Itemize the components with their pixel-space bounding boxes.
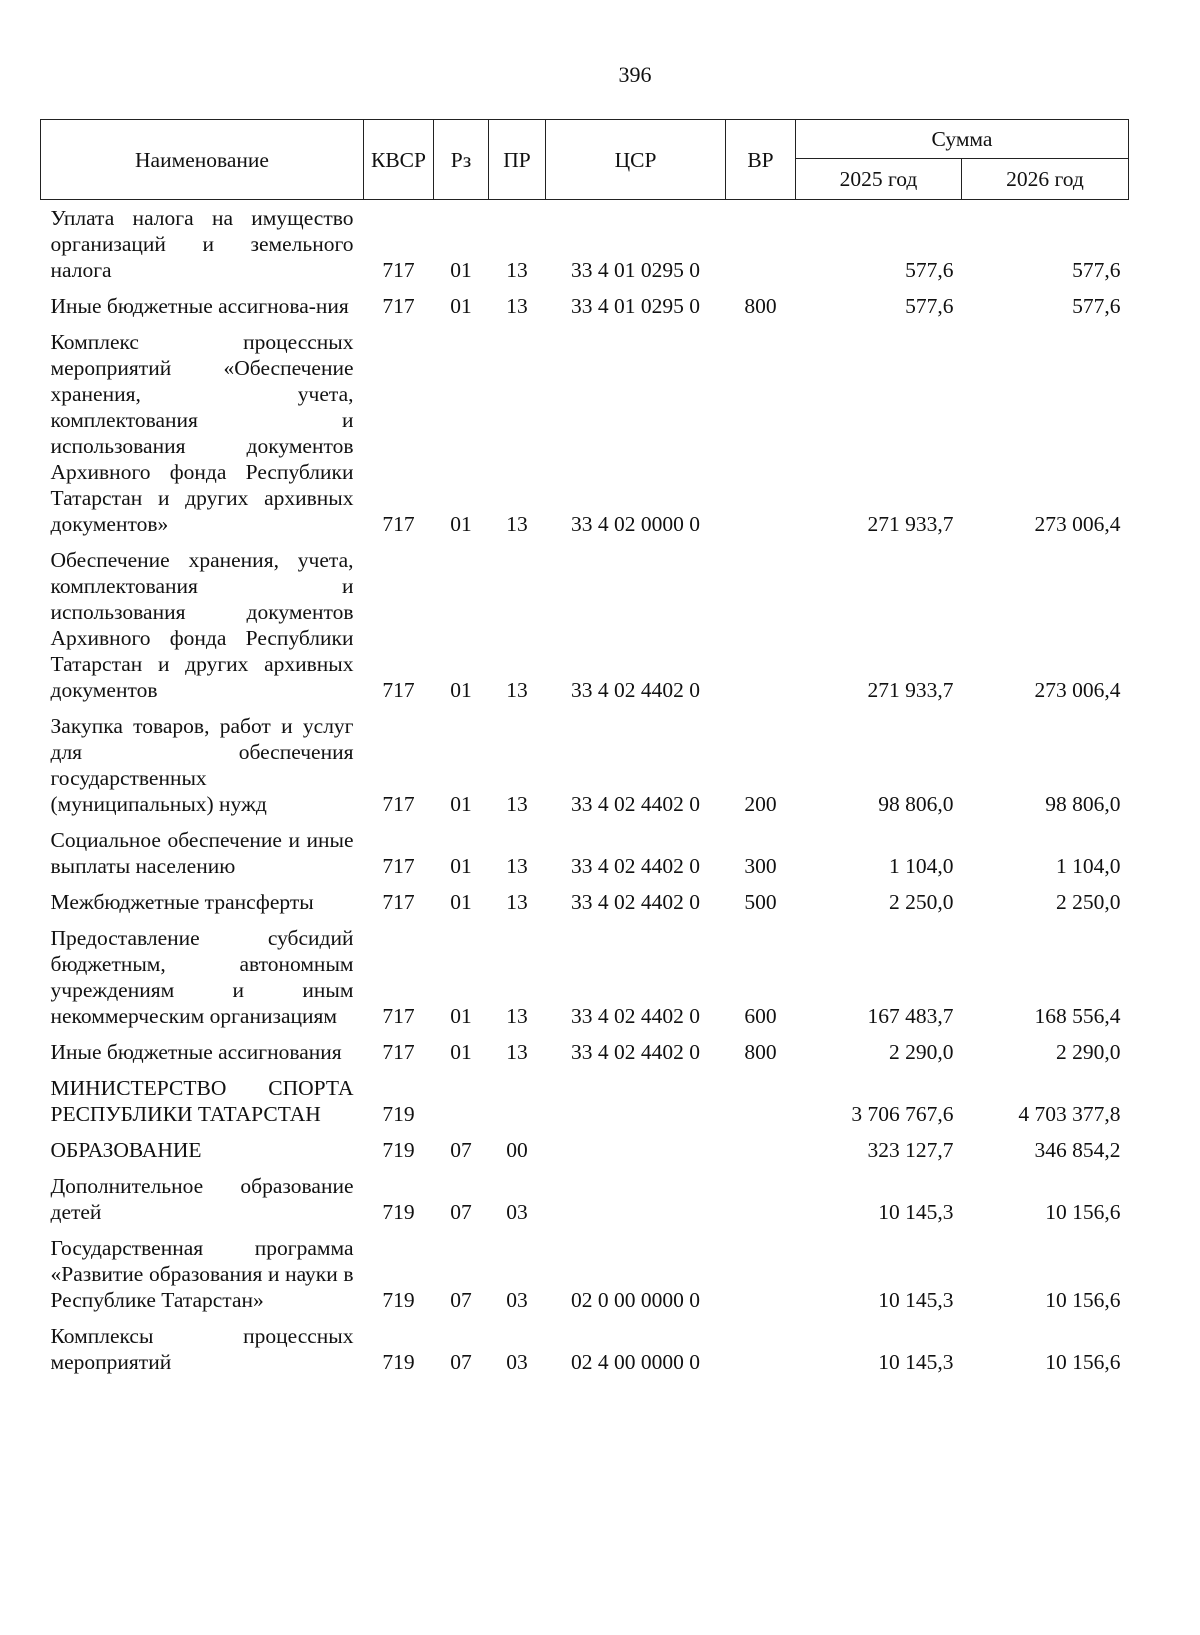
budget-table	[40, 119, 1129, 1380]
cell-name: МИНИСТЕРСТВО СПОРТА РЕСПУБЛИКИ ТАТАРСТАН	[50, 1076, 354, 1126]
cell-kvsr: 717	[382, 678, 415, 702]
header-sum: Сумма	[796, 120, 1129, 159]
cell-rz: 01	[450, 294, 472, 318]
cell-vr	[726, 542, 796, 708]
cell-name: Уплата налога на имущество организаций и земельного налога	[50, 206, 354, 282]
cell-rz: 01	[450, 1004, 472, 1028]
header-csr: ЦСР	[546, 120, 726, 200]
cell-name: Предоставление субсидий бюджетным, автономным учреждениям и иным некоммерческим организациям	[50, 926, 354, 1028]
cell-kvsr: 717	[382, 854, 415, 878]
table-row	[41, 1168, 1129, 1230]
cell-pr: 03	[506, 1350, 528, 1374]
cell-csr: 33 4 02 4402 0	[571, 1004, 700, 1028]
header-year-2026: 2026 год	[962, 159, 1129, 200]
cell-name: Обеспечение хранения, учета, комплектования и использования документов Архивного фонда Республики Татарстан и других архивных документов	[50, 548, 354, 702]
cell-sum-2026: 168 556,4	[1034, 1004, 1121, 1028]
cell-pr: 03	[506, 1288, 528, 1312]
cell-pr: 00	[506, 1138, 528, 1162]
header-name: Наименование	[41, 120, 364, 200]
cell-vr	[726, 324, 796, 542]
cell-vr: 800	[744, 294, 777, 318]
cell-kvsr: 719	[382, 1200, 415, 1224]
cell-vr: 600	[744, 1004, 777, 1028]
cell-rz: 07	[450, 1288, 472, 1312]
table-body	[41, 200, 1129, 1381]
cell-pr: 13	[506, 890, 528, 914]
cell-kvsr: 717	[382, 294, 415, 318]
cell-vr: 200	[744, 792, 777, 816]
cell-rz: 01	[450, 512, 472, 536]
cell-kvsr: 719	[382, 1138, 415, 1162]
cell-sum-2025: 167 483,7	[867, 1004, 954, 1028]
cell-name: Иные бюджетные ассигнова-ния	[50, 294, 349, 318]
cell-name: Комплексы процессных мероприятий	[50, 1324, 354, 1374]
header-rz: Рз	[434, 120, 489, 200]
header-vr: ВР	[726, 120, 796, 200]
cell-sum-2026: 273 006,4	[1034, 678, 1121, 702]
cell-sum-2025: 2 290,0	[889, 1040, 954, 1064]
cell-pr: 13	[506, 512, 528, 536]
table-row	[41, 1230, 1129, 1318]
cell-pr: 13	[506, 1040, 528, 1064]
cell-name: Дополнительное образование детей	[50, 1174, 354, 1224]
cell-name: Закупка товаров, работ и услуг для обеспечения государственных (муниципальных) нужд	[50, 714, 354, 816]
cell-sum-2026: 2 250,0	[1056, 890, 1121, 914]
cell-name: Социальное обеспечение и иные выплаты населению	[50, 828, 354, 878]
header-pr: ПР	[489, 120, 546, 200]
table-row	[41, 288, 1129, 324]
cell-vr	[726, 1318, 796, 1380]
cell-name: Комплекс процессных мероприятий «Обеспечение хранения, учета, комплектования и использования документов Архивного фонда Республики Татарстан и других архивных документов»	[50, 330, 354, 536]
cell-vr: 500	[744, 890, 777, 914]
cell-sum-2026: 10 156,6	[1045, 1200, 1121, 1224]
cell-kvsr: 717	[382, 1004, 415, 1028]
table-row	[41, 708, 1129, 822]
table-row	[41, 200, 1129, 289]
cell-csr	[546, 1132, 726, 1168]
cell-vr	[726, 200, 796, 289]
cell-rz: 07	[450, 1350, 472, 1374]
cell-name: ОБРАЗОВАНИЕ	[50, 1138, 202, 1162]
cell-sum-2025: 323 127,7	[867, 1138, 954, 1162]
table-row	[41, 822, 1129, 884]
cell-csr: 33 4 02 4402 0	[571, 792, 700, 816]
cell-sum-2025: 577,6	[905, 258, 954, 282]
cell-csr: 33 4 01 0295 0	[571, 258, 700, 282]
table-row	[41, 1070, 1129, 1132]
cell-kvsr: 719	[382, 1288, 415, 1312]
page-number: 396	[618, 62, 652, 87]
cell-pr: 13	[506, 854, 528, 878]
cell-sum-2026: 2 290,0	[1056, 1040, 1121, 1064]
header-year-2025: 2025 год	[796, 159, 962, 200]
cell-sum-2026: 577,6	[1072, 258, 1121, 282]
cell-vr	[726, 1230, 796, 1318]
cell-pr: 13	[506, 294, 528, 318]
cell-kvsr: 717	[382, 258, 415, 282]
table-row	[41, 1034, 1129, 1070]
cell-csr	[546, 1070, 726, 1132]
cell-sum-2025: 2 250,0	[889, 890, 954, 914]
cell-pr: 13	[506, 258, 528, 282]
cell-csr: 33 4 02 4402 0	[571, 678, 700, 702]
table-row	[41, 1132, 1129, 1168]
cell-csr: 33 4 01 0295 0	[571, 294, 700, 318]
cell-csr: 33 4 02 4402 0	[571, 890, 700, 914]
cell-sum-2026: 577,6	[1072, 294, 1121, 318]
cell-sum-2025: 271 933,7	[867, 512, 954, 536]
cell-kvsr: 717	[382, 792, 415, 816]
cell-sum-2026: 1 104,0	[1056, 854, 1121, 878]
cell-sum-2025: 3 706 767,6	[851, 1102, 954, 1126]
cell-pr: 03	[506, 1200, 528, 1224]
cell-sum-2026: 10 156,6	[1045, 1288, 1121, 1312]
table-row	[41, 542, 1129, 708]
cell-csr	[546, 1168, 726, 1230]
cell-kvsr: 717	[382, 890, 415, 914]
cell-csr: 33 4 02 4402 0	[571, 1040, 700, 1064]
cell-csr: 33 4 02 4402 0	[571, 854, 700, 878]
cell-sum-2025: 10 145,3	[878, 1350, 954, 1374]
cell-sum-2025: 271 933,7	[867, 678, 954, 702]
cell-sum-2025: 10 145,3	[878, 1200, 954, 1224]
cell-sum-2026: 98 806,0	[1045, 792, 1121, 816]
cell-name: Межбюджетные трансферты	[50, 890, 314, 914]
table-header	[41, 120, 1129, 200]
table-row	[41, 884, 1129, 920]
cell-kvsr: 719	[382, 1350, 415, 1374]
cell-rz: 01	[450, 258, 472, 282]
cell-rz: 01	[450, 792, 472, 816]
cell-pr: 13	[506, 678, 528, 702]
cell-name: Государственная программа «Развитие образования и науки в Республике Татарстан»	[50, 1236, 354, 1312]
cell-rz: 01	[450, 1040, 472, 1064]
cell-vr: 300	[744, 854, 777, 878]
cell-rz: 01	[450, 854, 472, 878]
cell-csr: 02 4 00 0000 0	[571, 1350, 700, 1374]
cell-sum-2026: 4 703 377,8	[1018, 1102, 1121, 1126]
cell-kvsr: 717	[382, 1040, 415, 1064]
cell-rz: 07	[450, 1138, 472, 1162]
cell-rz	[434, 1070, 489, 1132]
cell-rz: 07	[450, 1200, 472, 1224]
table-row	[41, 1318, 1129, 1380]
cell-kvsr: 719	[382, 1102, 415, 1126]
cell-pr: 13	[506, 792, 528, 816]
cell-sum-2026: 273 006,4	[1034, 512, 1121, 536]
cell-sum-2025: 10 145,3	[878, 1288, 954, 1312]
cell-sum-2026: 10 156,6	[1045, 1350, 1121, 1374]
cell-name: Иные бюджетные ассигнования	[50, 1040, 342, 1064]
cell-sum-2026: 346 854,2	[1034, 1138, 1121, 1162]
cell-rz: 01	[450, 890, 472, 914]
cell-vr	[726, 1070, 796, 1132]
cell-sum-2025: 98 806,0	[878, 792, 954, 816]
cell-kvsr: 717	[382, 512, 415, 536]
header-kvsr: КВСР	[364, 120, 434, 200]
cell-vr: 800	[744, 1040, 777, 1064]
cell-sum-2025: 577,6	[905, 294, 954, 318]
cell-csr: 33 4 02 0000 0	[571, 512, 700, 536]
cell-sum-2025: 1 104,0	[889, 854, 954, 878]
cell-csr: 02 0 00 0000 0	[571, 1288, 700, 1312]
cell-rz: 01	[450, 678, 472, 702]
cell-vr	[726, 1132, 796, 1168]
cell-pr	[489, 1070, 546, 1132]
table-row	[41, 920, 1129, 1034]
cell-pr: 13	[506, 1004, 528, 1028]
table-row	[41, 324, 1129, 542]
cell-vr	[726, 1168, 796, 1230]
